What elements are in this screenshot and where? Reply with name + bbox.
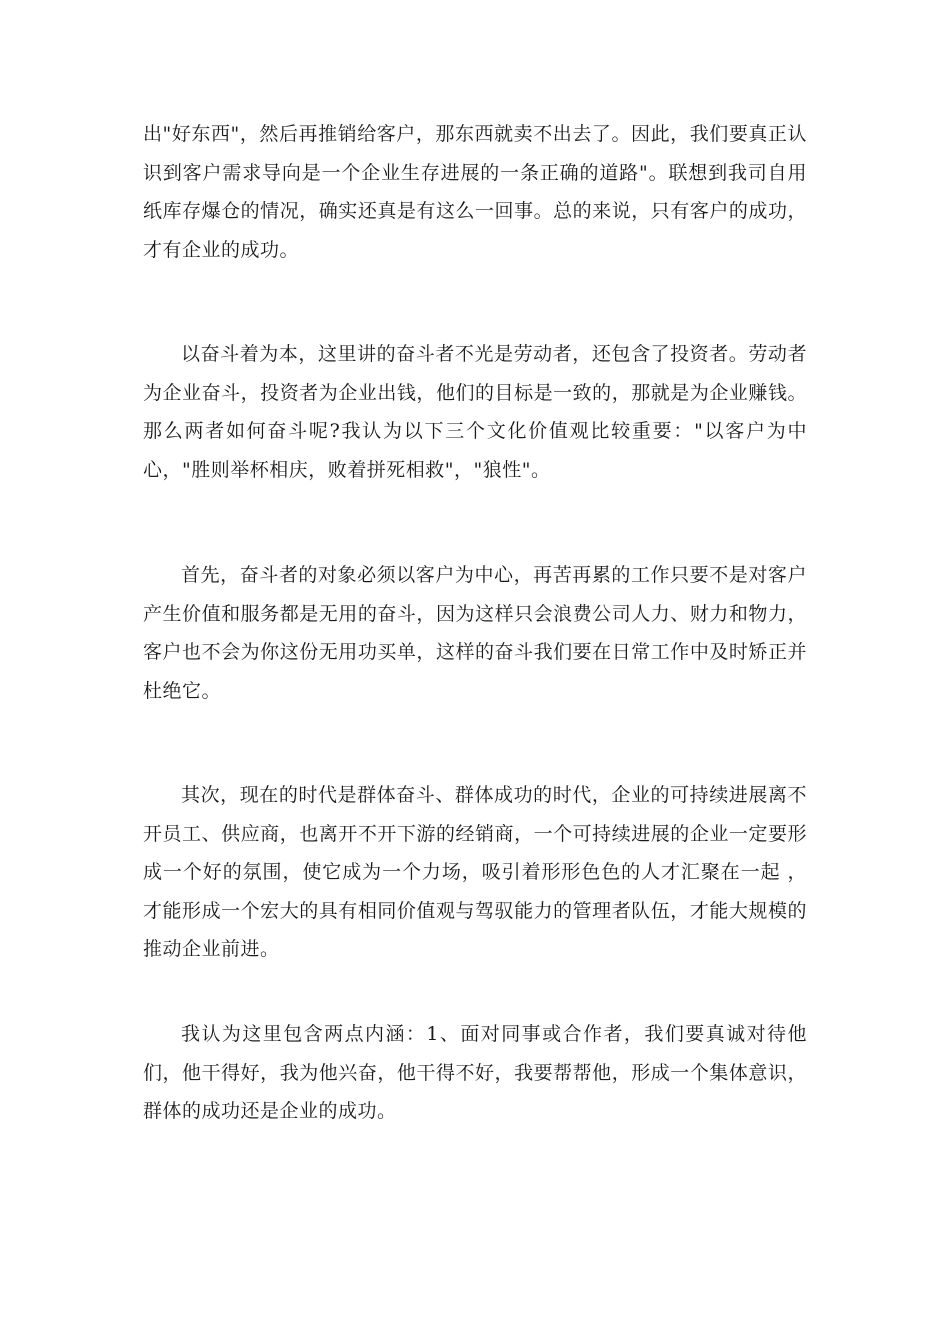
paragraph-customer-centric: 首先，奋斗者的对象必须以客户为中心，再苦再累的工作只要不是对客户产生价值和服务都是无用的奋斗，因为这样只会浪费公司人力、财力和物力，客户也不会为你这份无用功买单，这样的奋斗我们要在日常工作中及时矫正并杜绝它。 — [143, 564, 807, 702]
paragraph-group-success: 其次，现在的时代是群体奋斗、群体成功的时代，企业的可持续进展离不开员工、供应商，也离开不开下游的经销商，一个可持续进展的企业一定要形成一个好的氛围，使它成为一个力场，吸引着形形色色的人才汇聚在一起 ，才能形成一个宏大的具有相同价值观与驾驭能力的管理者队伍，才能大规模的推动企业前进。 — [143, 784, 807, 960]
paragraph-continuation: 出"好东西"，然后再推销给客户，那东西就卖不出去了。因此，我们要真正认识到客户需求导向是一个企业生存进展的一条正确的道路"。联想到我司自用纸库存爆仓的情况，确实还真是有这么一回事。总的来说，只有客户的成功，才有企业的成功。 — [143, 123, 807, 261]
paragraph-striver-culture: 以奋斗着为本，这里讲的奋斗者不光是劳动者，还包含了投资者。劳动者为企业奋斗，投资者为企业出钱，他们的目标是一致的，那就是为企业赚钱。那么两者如何奋斗呢?我认为以下三个文化价值观比较重要："以客户为中心，"胜则举杯相庆，败着拼死相救"，"狼性"。 — [143, 343, 807, 481]
paragraph-two-meanings: 我认为这里包含两点内涵：1、面对同事或合作者，我们要真诚对待他们，他干得好，我为他兴奋，他干得不好，我要帮帮他，形成一个集体意识，群体的成功还是企业的成功。 — [143, 1023, 807, 1122]
